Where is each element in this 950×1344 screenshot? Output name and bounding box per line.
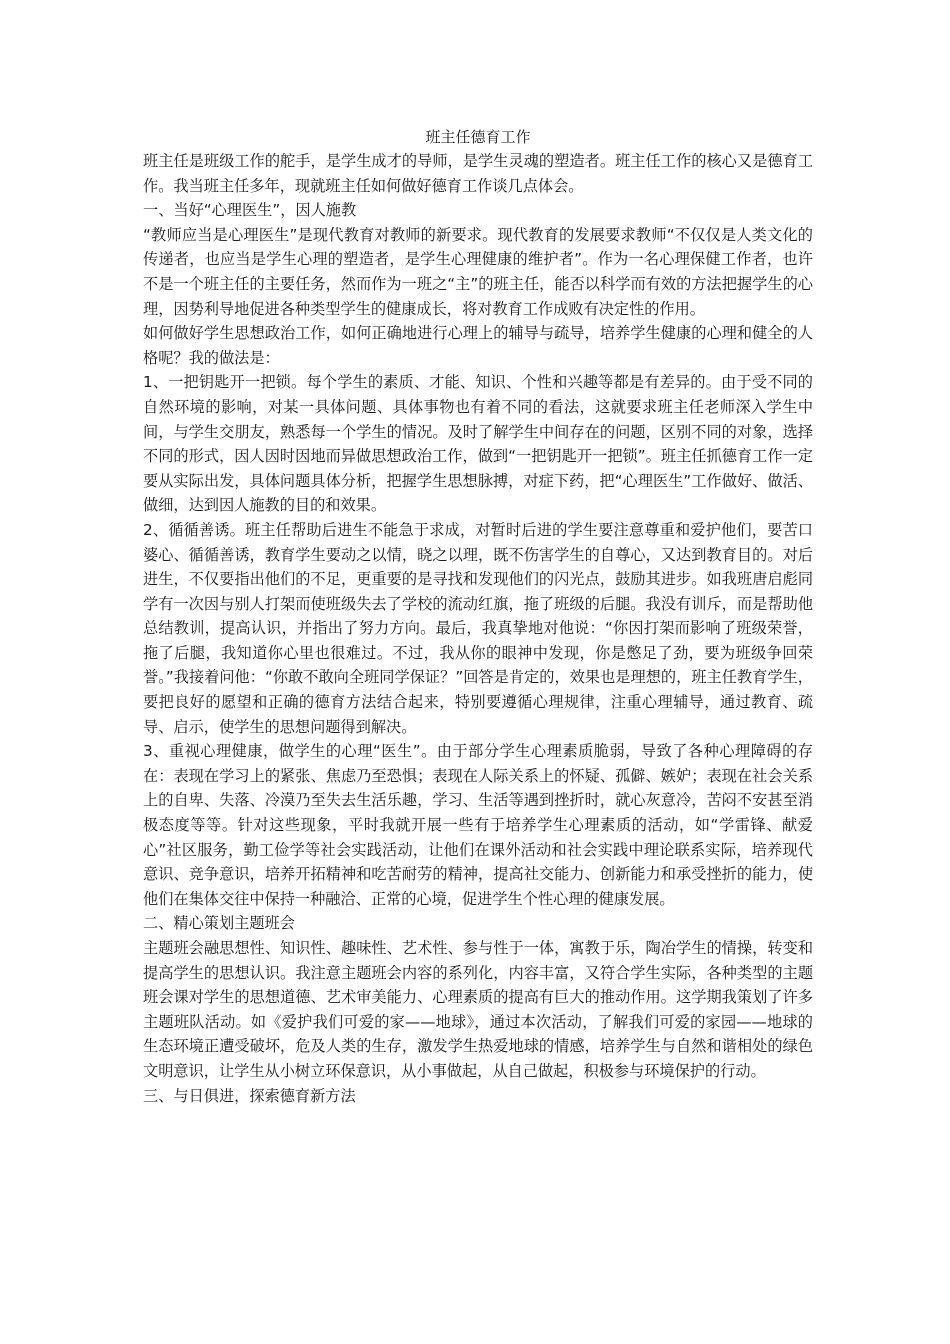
- paragraph: “教师应当是心理医生”是现代教育对教师的新要求。现代教育的发展要求教师“不仅仅是人类文化的传递者，也应当是学生心理的塑造者，是学生心理健康的维护者”。作为一名心理保健工作者，也许不是一个班主任的主要任务，然而作为一班之“主”的班主任，能否以科学而有效的方法把握学生的心理，因势利导地促进各种类型学生的健康成长，将对教育工作成败有决定性的作用。: [143, 225, 813, 318]
- paragraph: 如何做好学生思想政治工作，如何正确地进行心理上的辅导与疏导，培养学生健康的心理和健全的人格呢？我的做法是：: [143, 324, 813, 367]
- list-item-1: 1、一把钥匙开一把锁。每个学生的素质、才能、知识、个性和兴趣等都是有差异的。由于受不同的自然环境的影响，对某一具体问题、具体事物也有着不同的看法，这就要求班主任老师深入学生中间，与学生交朋友，熟悉每一个学生的情况。及时了解学生中间存在的问题，区别不同的对象，选择不同的形式，因人因时因地而异做思想政治工作，做到“一把钥匙开一把锁”。班主任抓德育工作一定要从实际出发，具体问题具体分析，把握学生思想脉搏，对症下药，把“心理医生”工作做好、做活、做细，达到因人施教的目的和效果。: [143, 373, 813, 515]
- section-heading-1: 一、当好“心理医生”，因人施教: [143, 201, 357, 220]
- list-item-2: 2、循循善诱。班主任帮助后进生不能急于求成，对暂时后进的学生要注意尊重和爱护他们，要苦口婆心、循循善诱，教育学生要动之以情，晓之以理，既不伤害学生的自尊心，又达到教育目的。对后进生，不仅要指出他们的不足，更重要的是寻找和发现他们的闪光点，鼓励其进步。如我班唐启彪同学有一次因与别人打架而使班级失去了学校的流动红旗，拖了班级的后腿。我没有训斥，而是帮助他总结教训，提高认识，并指出了努力方向。最后，我真挚地对他说：“你因打架而影响了班级荣誉，拖了后腿，我知道你心里也很难过。不过，我从你的眼神中发现，你是憋足了劲，要为班级争回荣誉。”我接着问他：“你敢不敢向全班同学保证？”回答是肯定的，效果也是理想的，班主任教育学生，要把良好的愿望和正确的德育方法结合起来，特别要遵循心理规律，注重心理辅导，通过教育、疏导、启示，使学生的思想问题得到解决。: [143, 520, 813, 736]
- document-title: 班主任德育工作: [425, 128, 531, 146]
- section-heading-3: 三、与日俱进，探索德育新方法: [143, 1086, 356, 1105]
- section-heading-2: 二、精心策划主题班会: [143, 914, 295, 933]
- document-page: [143, 126, 813, 1108]
- paragraph: 主题班会融思想性、知识性、趣味性、艺术性、参与性于一体，寓教于乐，陶冶学生的情操，转变和提高学生的思想认识。我注意主题班会内容的系列化，内容丰富，又符合学生实际，各种类型的主题班会课对学生的思想道德、艺术审美能力、心理素质的提高有巨大的推动作用。这学期我策划了许多主题班队活动。如《爱护我们可爱的家——地球》，通过本次活动，了解我们可爱的家园——地球的生态环境正遭受破坏，危及人类的生存，激发学生热爱地球的情感，培养学生与自然和谐相处的绿色文明意识，让学生从小树立环保意识，从小事做起，从自己做起，积极参与环境保护的行动。: [143, 939, 813, 1080]
- intro-paragraph: 班主任是班级工作的舵手，是学生成才的导师，是学生灵魂的塑造者。班主任工作的核心又是德育工作。我当班主任多年，现就班主任如何做好德育工作谈几点体会。: [143, 152, 813, 195]
- list-item-3: 3、重视心理健康，做学生的心理“医生”。由于部分学生心理素质脆弱，导致了各种心理障碍的存在：表现在学习上的紧张、焦虑乃至恐惧；表现在人际关系上的怀疑、孤僻、嫉妒；表现在社会关系上的自卑、失落、冷漠乃至失去生活乐趣，学习、生活等遇到挫折时，就心灰意冷，苦闷不安甚至消极态度等等。针对这些现象，平时我就开展一些有于培养学生心理素质的活动，如“学雷锋、献爱心”社区服务，勤工俭学等社会实践活动，让他们在课外活动和社会实践中理论联系实际，培养现代意识、竞争意识，培养开拓精神和吃苦耐劳的精神，提高社交能力、创新能力和承受挫折的能力，使他们在集体交往中保持一种融洽、正常的心境，促进学生个性心理的健康发展。: [143, 742, 813, 908]
